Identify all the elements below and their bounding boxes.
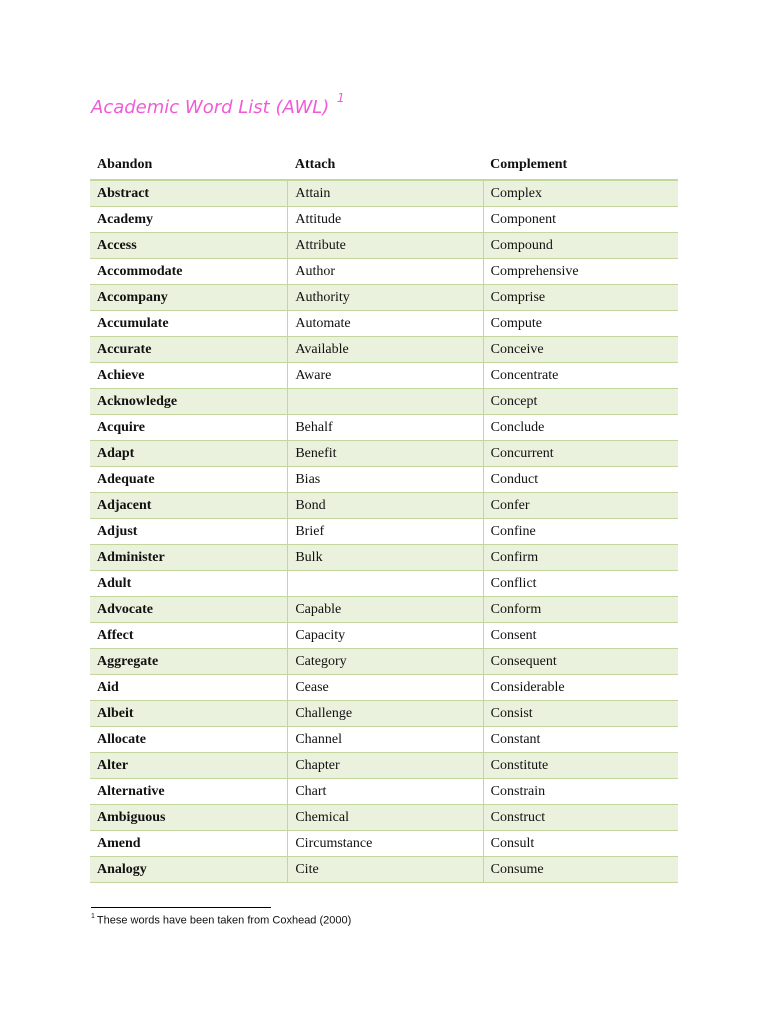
table-row xyxy=(90,545,678,571)
table-cell-col2: Aware xyxy=(288,363,483,389)
table-row xyxy=(90,649,678,675)
table-cell-col1: Accurate xyxy=(90,337,288,363)
table-row xyxy=(90,311,678,337)
title-footnote-mark: 1 xyxy=(337,91,345,105)
table-row xyxy=(90,389,678,415)
table-cell-col2: Attitude xyxy=(288,207,483,233)
table-cell-col3: Consist xyxy=(483,701,678,727)
table-cell-col2 xyxy=(288,389,483,415)
table-cell-col1: Administer xyxy=(90,545,288,571)
table-cell-col2: Chapter xyxy=(288,753,483,779)
table-row xyxy=(90,441,678,467)
footnote-separator xyxy=(91,907,271,908)
table-cell-col1: Ambiguous xyxy=(90,805,288,831)
table-cell-col1: Academy xyxy=(90,207,288,233)
header-cell-col2: Attach xyxy=(288,150,483,180)
table-cell-col1: Albeit xyxy=(90,701,288,727)
table-cell-col2: Cite xyxy=(288,857,483,883)
table-cell-col2: Authority xyxy=(288,285,483,311)
table-cell-col3: Consume xyxy=(483,857,678,883)
table-cell-col1: Acquire xyxy=(90,415,288,441)
table-row xyxy=(90,259,678,285)
table-cell-col1: Adjacent xyxy=(90,493,288,519)
table-cell-col1: Alter xyxy=(90,753,288,779)
header-cell-col1: Abandon xyxy=(90,150,288,180)
table-cell-col2: Bulk xyxy=(288,545,483,571)
table-cell-col1: Analogy xyxy=(90,857,288,883)
table-cell-col1: Affect xyxy=(90,623,288,649)
table-cell-col3: Confirm xyxy=(483,545,678,571)
table-cell-col2: Bias xyxy=(288,467,483,493)
footnote-mark: 1 xyxy=(91,913,95,920)
table-cell-col2: Capacity xyxy=(288,623,483,649)
table-row xyxy=(90,493,678,519)
table-cell-col3: Conceive xyxy=(483,337,678,363)
table-cell-col2: Automate xyxy=(288,311,483,337)
table-cell-col2: Bond xyxy=(288,493,483,519)
table-row xyxy=(90,805,678,831)
table-cell-col3: Constitute xyxy=(483,753,678,779)
table-cell-col3: Constant xyxy=(483,727,678,753)
table-row xyxy=(90,571,678,597)
table-cell-col2: Category xyxy=(288,649,483,675)
table-row xyxy=(90,727,678,753)
table-cell-col1: Aid xyxy=(90,675,288,701)
table-cell-col1: Advocate xyxy=(90,597,288,623)
table-cell-col3: Compound xyxy=(483,233,678,259)
table-cell-col2: Challenge xyxy=(288,701,483,727)
table-row xyxy=(90,415,678,441)
table-row xyxy=(90,597,678,623)
table-cell-col2: Channel xyxy=(288,727,483,753)
table-cell-col3: Conform xyxy=(483,597,678,623)
table-row xyxy=(90,857,678,883)
table-cell-col2: Author xyxy=(288,259,483,285)
table-cell-col2: Attain xyxy=(288,180,483,207)
table-cell-col2: Chemical xyxy=(288,805,483,831)
table-row xyxy=(90,285,678,311)
table-cell-col2: Attribute xyxy=(288,233,483,259)
title-text: Academic Word List (AWL) xyxy=(91,97,330,118)
header-cell-col3: Complement xyxy=(483,150,678,180)
table-cell-col3: Construct xyxy=(483,805,678,831)
table-cell-col3: Concept xyxy=(483,389,678,415)
table-row xyxy=(90,675,678,701)
table-row xyxy=(90,180,678,207)
table-row xyxy=(90,363,678,389)
table-cell-col2: Cease xyxy=(288,675,483,701)
table-cell-col3: Consult xyxy=(483,831,678,857)
table-cell-col3: Conclude xyxy=(483,415,678,441)
table-row xyxy=(90,779,678,805)
table-cell-col1: Allocate xyxy=(90,727,288,753)
table-row xyxy=(90,233,678,259)
table-cell-col2: Capable xyxy=(288,597,483,623)
table-header-row xyxy=(90,150,678,180)
table-row xyxy=(90,207,678,233)
table-cell-col1: Accommodate xyxy=(90,259,288,285)
table-cell-col1: Achieve xyxy=(90,363,288,389)
table-cell-col1: Access xyxy=(90,233,288,259)
table-cell-col3: Confine xyxy=(483,519,678,545)
table-cell-col3: Conduct xyxy=(483,467,678,493)
table-cell-col3: Considerable xyxy=(483,675,678,701)
table-cell-col3: Consent xyxy=(483,623,678,649)
table-cell-col1: Adequate xyxy=(90,467,288,493)
table-cell-col3: Consequent xyxy=(483,649,678,675)
word-list-table xyxy=(90,150,678,883)
table-cell-col1: Accompany xyxy=(90,285,288,311)
table-cell-col3: Constrain xyxy=(483,779,678,805)
table-cell-col3: Confer xyxy=(483,493,678,519)
table-cell-col3: Comprise xyxy=(483,285,678,311)
table-cell-col1: Adjust xyxy=(90,519,288,545)
table-cell-col2: Behalf xyxy=(288,415,483,441)
table-cell-col1: Amend xyxy=(90,831,288,857)
table-cell-col1: Adapt xyxy=(90,441,288,467)
footnote xyxy=(91,914,351,927)
footnote-text: These words have been taken from Coxhead (2000) xyxy=(96,914,352,927)
table-cell-col3: Complex xyxy=(483,180,678,207)
table-cell-col2 xyxy=(288,571,483,597)
table-cell-col1: Accumulate xyxy=(90,311,288,337)
table-cell-col1: Abstract xyxy=(90,180,288,207)
table-cell-col2: Benefit xyxy=(288,441,483,467)
table-cell-col3: Concentrate xyxy=(483,363,678,389)
table-row xyxy=(90,337,678,363)
word-list-body xyxy=(90,150,678,883)
table-cell-col3: Concurrent xyxy=(483,441,678,467)
table-cell-col3: Compute xyxy=(483,311,678,337)
table-cell-col1: Alternative xyxy=(90,779,288,805)
table-row xyxy=(90,519,678,545)
table-cell-col2: Chart xyxy=(288,779,483,805)
table-cell-col3: Component xyxy=(483,207,678,233)
table-cell-col2: Available xyxy=(288,337,483,363)
table-cell-col2: Circumstance xyxy=(288,831,483,857)
table-cell-col3: Comprehensive xyxy=(483,259,678,285)
table-cell-col1: Acknowledge xyxy=(90,389,288,415)
table-row xyxy=(90,701,678,727)
table-cell-col1: Aggregate xyxy=(90,649,288,675)
table-cell-col1: Adult xyxy=(90,571,288,597)
table-row xyxy=(90,623,678,649)
table-row xyxy=(90,467,678,493)
page-title xyxy=(91,91,345,118)
table-cell-col2: Brief xyxy=(288,519,483,545)
table-row xyxy=(90,831,678,857)
table-cell-col3: Conflict xyxy=(483,571,678,597)
table-row xyxy=(90,753,678,779)
